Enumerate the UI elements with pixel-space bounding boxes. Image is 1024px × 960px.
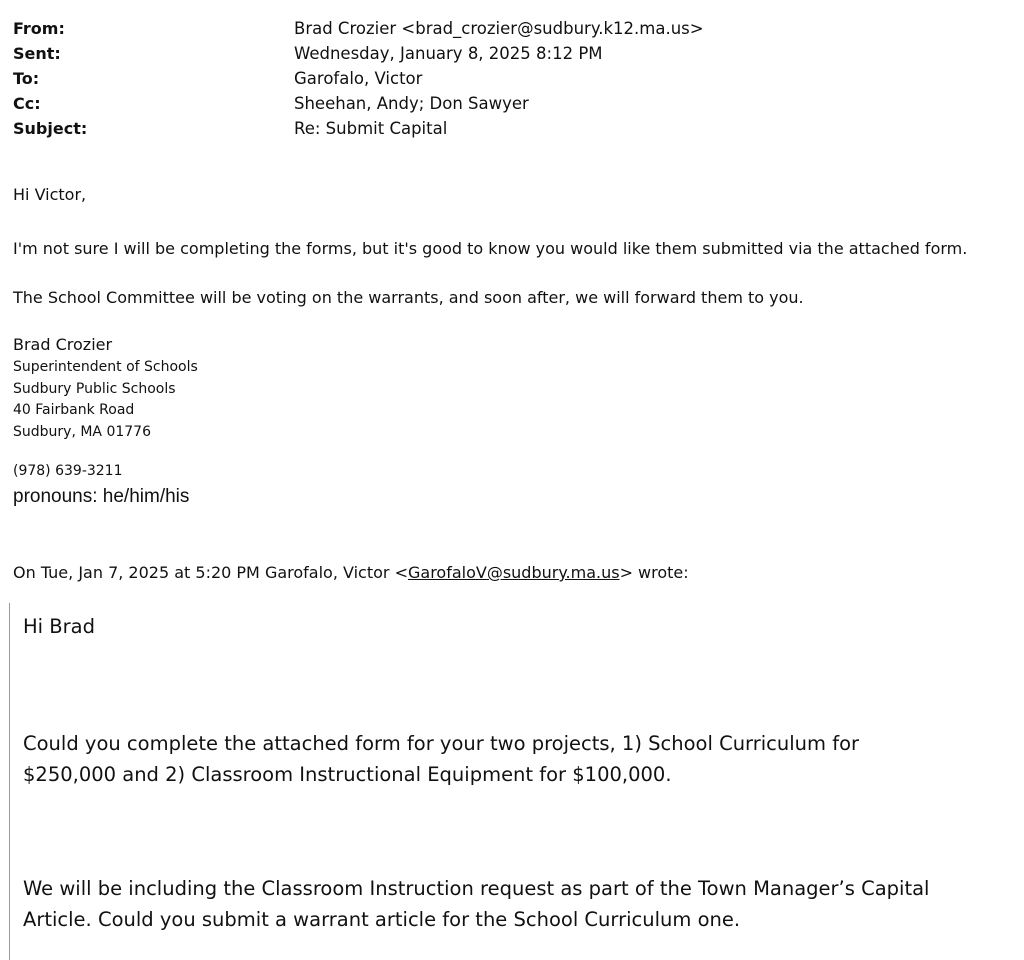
- signature-title: Superintendent of Schools: [13, 359, 198, 375]
- quoted-intro-prefix: On Tue, Jan 7, 2025 at 5:20 PM Garofalo, Victor <: [13, 563, 408, 582]
- signature-org: Sudbury Public Schools: [13, 380, 176, 397]
- quoted-paragraph-2-line-1: We will be including the Classroom Instruction request as part of the Town Manager’s Capital: [23, 877, 930, 900]
- quoted-greeting: Hi Brad: [23, 615, 96, 638]
- signature-block: [13, 333, 198, 443]
- subject-label: Subject:: [13, 119, 88, 138]
- sent-label: Sent:: [13, 44, 61, 63]
- subject-value: Re: Submit Capital: [294, 119, 448, 138]
- sent-value: Wednesday, January 8, 2025 8:12 PM: [294, 44, 603, 63]
- reply-paragraph-2: The School Committee will be voting on the warrants, and soon after, we will forward them to you.: [13, 288, 804, 307]
- signature-city: Sudbury, MA 01776: [13, 423, 151, 440]
- quoted-intro-suffix: > wrote:: [619, 563, 689, 582]
- signature-name: Brad Crozier: [13, 335, 113, 354]
- quoted-sender-email-link[interactable]: GarofaloV@sudbury.ma.us: [407, 563, 620, 582]
- signature-pronouns: pronouns: he/him/his: [13, 486, 190, 507]
- quoted-paragraph-1-line-1: Could you complete the attached form for your two projects, 1) School Curriculum for: [23, 732, 860, 755]
- quoted-paragraph-1-line-2: $250,000 and 2) Classroom Instructional Equipment for $100,000.: [23, 763, 672, 786]
- email-header: [13, 16, 993, 141]
- quoted-paragraph-2-line-2: Article. Could you submit a warrant article for the School Curriculum one.: [23, 908, 741, 931]
- signature-street: 40 Fairbank Road: [13, 402, 135, 418]
- to-value: Garofalo, Victor: [294, 69, 423, 88]
- cc-label: Cc:: [13, 94, 41, 113]
- from-label: From:: [13, 19, 65, 38]
- from-value: Brad Crozier <brad_crozier@sudbury.k12.ma.us>: [294, 19, 704, 38]
- signature-phone: (978) 639-3211: [13, 463, 123, 479]
- cc-value: Sheehan, Andy; Don Sawyer: [294, 94, 529, 113]
- reply-paragraph-1: I'm not sure I will be completing the forms, but it's good to know you would like them submitted via the attached form.: [13, 239, 968, 258]
- sent-row: [13, 41, 993, 66]
- from-row: [13, 16, 993, 41]
- reply-greeting: Hi Victor,: [13, 185, 87, 204]
- quoted-intro: [13, 563, 689, 582]
- cc-row: [13, 91, 993, 116]
- quote-bar: [9, 603, 10, 960]
- subject-row: [13, 116, 993, 141]
- to-row: [13, 66, 993, 91]
- to-label: To:: [13, 69, 40, 88]
